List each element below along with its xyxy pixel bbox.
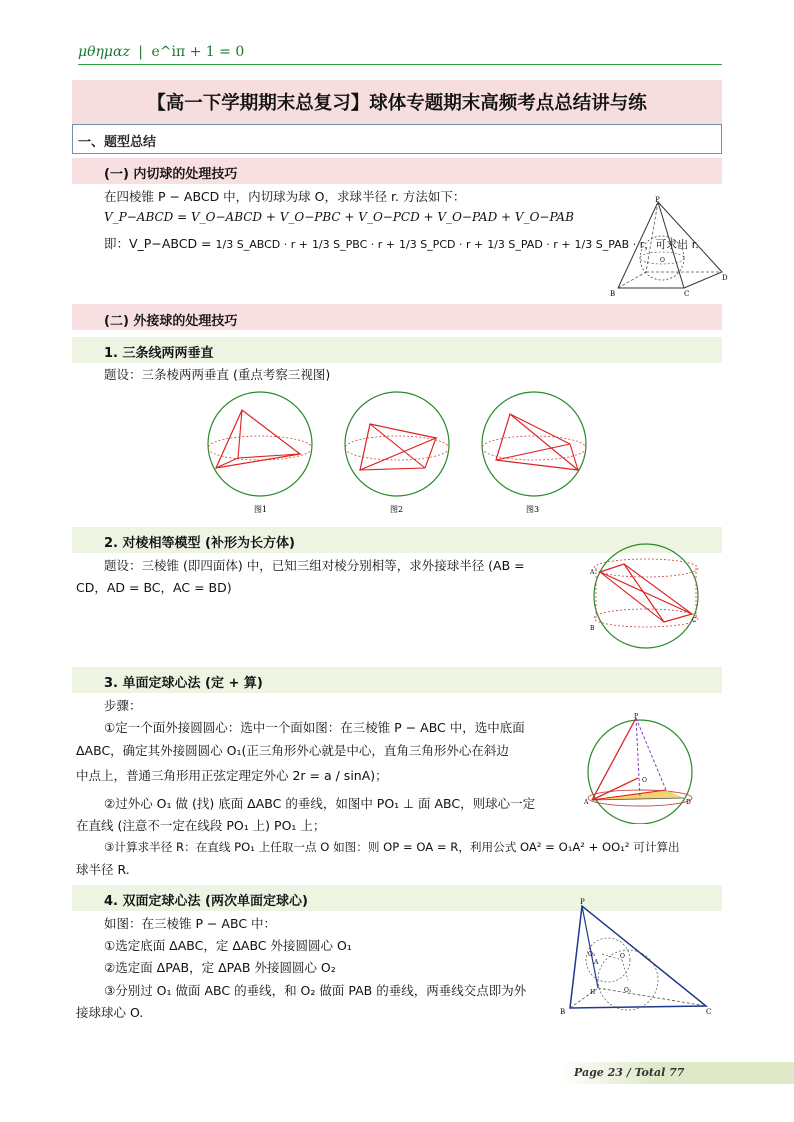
label-c: C [684,290,690,298]
caption-fig1: 图1 [254,505,268,514]
item3-step3a: ③计算求半径 R：在直线 PO₁ 上任取一点 O 如图：则 OP = OA = R，利用公式 OA² = O₁A² + OO₁² 可计算出 [104,840,680,854]
footer-page-number: Page 23 / Total 77 [574,1066,685,1079]
svg-text:O: O [620,953,625,960]
header-left: μθημαz [78,44,130,60]
label-d: D [722,274,728,282]
item3-step1c: 中点上，普通三角形用正弦定理定外心 2r = a / sinA)； [76,768,388,783]
item1-text: 题设：三条棱两两垂直 (重点考察三视图) [104,367,331,382]
header-rule [78,64,722,65]
svg-text:A: A [594,959,599,966]
page-header [78,44,244,60]
header-right: e^iπ + 1 = 0 [151,44,245,60]
pyramid-inscribed-sphere-figure [600,192,730,300]
item4-line1: 如图：在三棱锥 P − ABC 中： [104,916,277,931]
sphere-figure-3 [482,392,586,496]
item3-step1b: ΔABC，确定其外接圆圆心 O₁(正三角形外心就是中心，直角三角形外心在斜边 [76,743,509,758]
header-separator: | [138,44,144,60]
item4-line2: ①选定底面 ΔABC，定 ΔABC 外接圆圆心 O₁ [104,938,352,953]
part1-line3-prefix: 即：V_P−ABCD = [104,236,212,251]
svg-text:D: D [686,799,691,806]
sphere-figure-2 [345,392,449,496]
svg-text:A: A [590,569,595,576]
part1-term: 1/3 S_PAD · r + [487,238,571,251]
svg-text:C: C [692,617,697,624]
item4-line3: ②选定面 ΔPAB，定 ΔPAB 外接圆圆心 O₂ [104,960,336,975]
part2-heading: (二) 外接球的处理技巧 [104,314,238,329]
sphere-figure-1 [208,392,312,496]
three-spheres-figure [200,388,600,516]
page-title: 【高一下学期期末总复习】球体专题期末高频考点总结讲与练 [147,93,647,114]
section-box [72,124,722,154]
part1-line3 [104,234,699,254]
pyramid-edge [658,202,722,288]
svg-text:P: P [634,713,639,720]
part1-heading: (一) 内切球的处理技巧 [104,167,238,182]
part1-line2: V_P−ABCD = V_O−ABCD + V_O−PBC + V_O−PCD + V_O−PAD + V_O−PAB [104,210,574,224]
svg-text:A: A [584,799,589,806]
item3-steps-label: 步骤： [104,698,142,713]
svg-text:H: H [590,989,596,996]
part1-term: 1/3 S_ABCD · r + [215,238,308,251]
item3-step2b: 在直线 (注意不一定在线段 PO₁ 上) PO₁ 上； [76,818,326,833]
part1-term: 1/3 S_PCD · r + [399,238,484,251]
item2-text1: 题设：三棱锥 (即四面体) 中，已知三组对棱分别相等，求外接球半径 (AB = [104,558,525,573]
single-face-center-figure [584,712,708,824]
item3-step3b: 球半径 R. [76,862,130,877]
pyramid-face [618,202,684,288]
item3-heading: 3. 单面定球心法 (定 + 算) [104,676,263,691]
label-b: B [610,290,616,298]
part1-term: 1/3 S_PBC · r + [311,238,396,251]
item4-heading: 4. 双面定球心法 (两次单面定球心) [104,894,308,909]
item2-text2: CD，AD = BC，AC = BD) [76,580,232,595]
item3-step1a: ①定一个面外接圆圆心：选中一个面如图：在三棱锥 P − ABC 中，选中底面 [104,720,525,735]
label-o: O [660,257,665,264]
caption-fig2: 图2 [390,505,404,514]
svg-text:B: B [560,1008,566,1016]
svg-text:O: O [642,777,647,784]
item1-heading: 1. 三条线两两垂直 [104,346,214,361]
item4-line4: ③分别过 O₁ 做面 ABC 的垂线，和 O₂ 做面 PAB 的垂线，两垂线交点即为外 [104,983,527,998]
item3-step2a: ②过外心 O₁ 做 (找) 底面 ΔABC 的垂线，如图中 PO₁ ⊥ 面 ABC，则球心一定 [104,796,536,811]
part1-line1: 在四棱锥 P − ABCD 中，内切球为球 O，求球半径 r. 方法如下： [104,189,466,204]
svg-text:C: C [706,1008,712,1016]
caption-fig3: 图3 [526,505,540,514]
section-label: 一、题型总结 [78,135,157,150]
label-p: P [655,196,660,204]
svg-text:O₁: O₁ [624,987,632,994]
item4-line5: 接球球心 O. [76,1005,144,1020]
svg-text:O₂: O₂ [588,951,596,958]
item2-heading: 2. 对棱相等模型 (补形为长方体) [104,536,295,551]
double-face-center-figure [560,894,720,1020]
svg-text:P: P [580,898,585,906]
svg-text:B: B [590,625,595,632]
part1-term: 1/3 S_PAB · r，可求出 r. [574,238,699,251]
cuboid-sphere-figure [586,540,708,652]
